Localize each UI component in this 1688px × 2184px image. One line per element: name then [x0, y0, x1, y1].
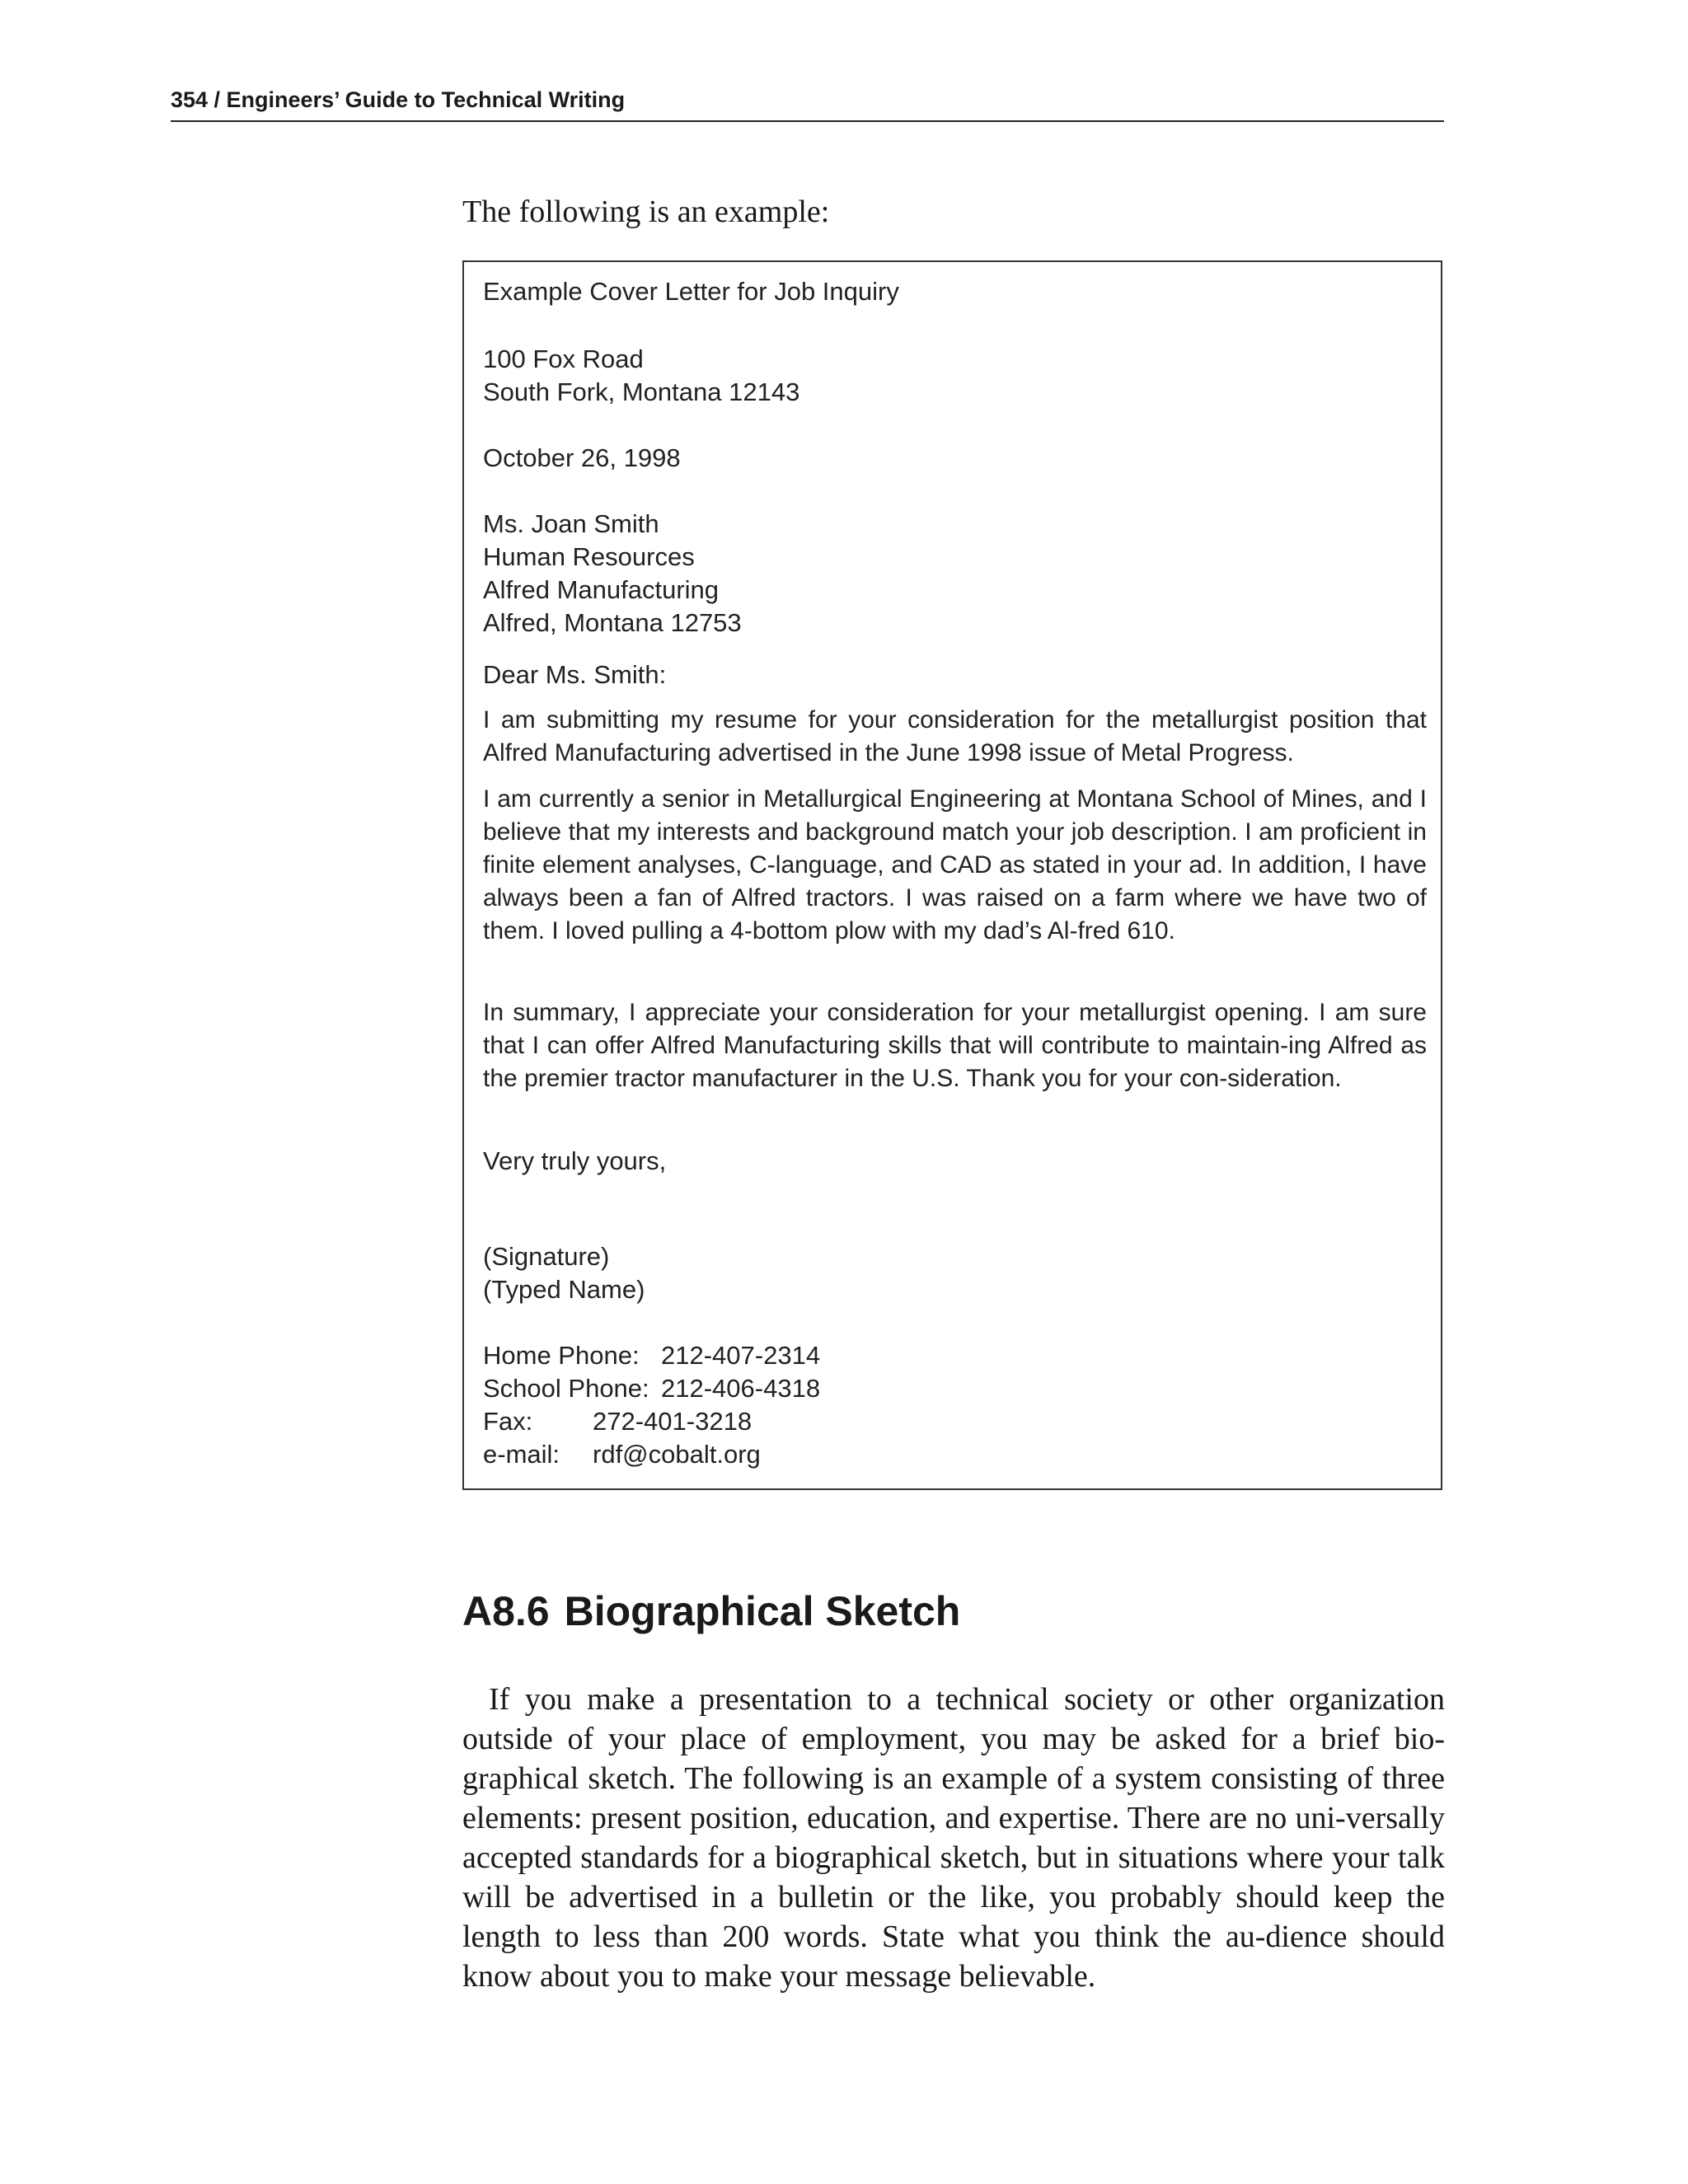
section-title: Biographical Sketch — [564, 1588, 961, 1634]
typed-name-placeholder: (Typed Name) — [483, 1275, 645, 1304]
letter-paragraph-3: In summary, I appreciate your consideration for your metallurgist opening. I am sure that I can offer Alfred Manufacturing skills that will contribute to maintain-ing Alfred as the premier tractor manufacturer in the U.S. Thank you for your con-sideration. — [483, 999, 1427, 1092]
contact-label: e-mail: — [483, 1440, 560, 1469]
example-letter-box — [462, 260, 1442, 1490]
recipient-line-3: Alfred Manufacturing — [483, 575, 720, 604]
contact-label: Home Phone: — [483, 1341, 640, 1370]
contact-label: School Phone: — [483, 1374, 649, 1403]
contact-school-phone — [483, 1372, 820, 1405]
contact-value: 272-401-3218 — [593, 1407, 753, 1436]
contact-email — [483, 1438, 761, 1471]
recipient-line-1: Ms. Joan Smith — [483, 509, 659, 538]
letter-title: Example Cover Letter for Job Inquiry — [483, 277, 899, 306]
letter-date: October 26, 1998 — [483, 443, 681, 472]
intro-text: The following is an example: — [462, 194, 830, 229]
contact-fax — [483, 1405, 752, 1438]
letter-paragraph-1: I am submitting my resume for your consideration for the metallurgist position that Alfred Manufacturing advertised in the June 1998 issue of Metal Progress. — [483, 706, 1427, 766]
signature-placeholder: (Signature) — [483, 1242, 610, 1271]
contact-value: 212-406-4318 — [661, 1374, 821, 1403]
contact-value: 212-407-2314 — [661, 1341, 821, 1370]
running-head: 354 / Engineers’ Guide to Technical Writing — [171, 86, 1444, 122]
recipient-line-4: Alfred, Montana 12753 — [483, 608, 742, 637]
letter-paragraph-2: I am currently a senior in Metallurgical Engineering at Montana School of Mines, and I believe that my interests and background match your job description. I am proficient in finite element analyses, C-language, and CAD as stated in your ad. In addition, I have always been a fan of Alfred tractors. I was raised on a farm where we have two of them. I loved pulling a 4-bottom plow with my dad’s Al-fred 610. — [483, 785, 1427, 944]
contact-home-phone — [483, 1339, 820, 1372]
section-number: A8.6 — [462, 1588, 550, 1634]
section-heading — [462, 1586, 960, 1636]
recipient-line-2: Human Resources — [483, 542, 695, 571]
sender-address-line-1: 100 Fox Road — [483, 344, 644, 373]
salutation: Dear Ms. Smith: — [483, 660, 667, 689]
section-body-paragraph: If you make a presentation to a technical society or other organization outside of your place of employment, you may be asked for a brief bio-graphical sketch. The following is an example of a system consisting of three elements: present position, education, and expertise. There are no uni-versally accepted standards for a biographical sketch, but in situations where your talk will be advertised in a bulletin or the like, you probably should keep the length to less than 200 words. State what you think the au-dience should know about you to make your message believable. — [462, 1682, 1445, 1994]
contact-value: rdf@cobalt.org — [593, 1440, 761, 1469]
closing: Very truly yours, — [483, 1146, 667, 1175]
contact-label: Fax: — [483, 1407, 533, 1436]
sender-address-line-2: South Fork, Montana 12143 — [483, 377, 800, 406]
